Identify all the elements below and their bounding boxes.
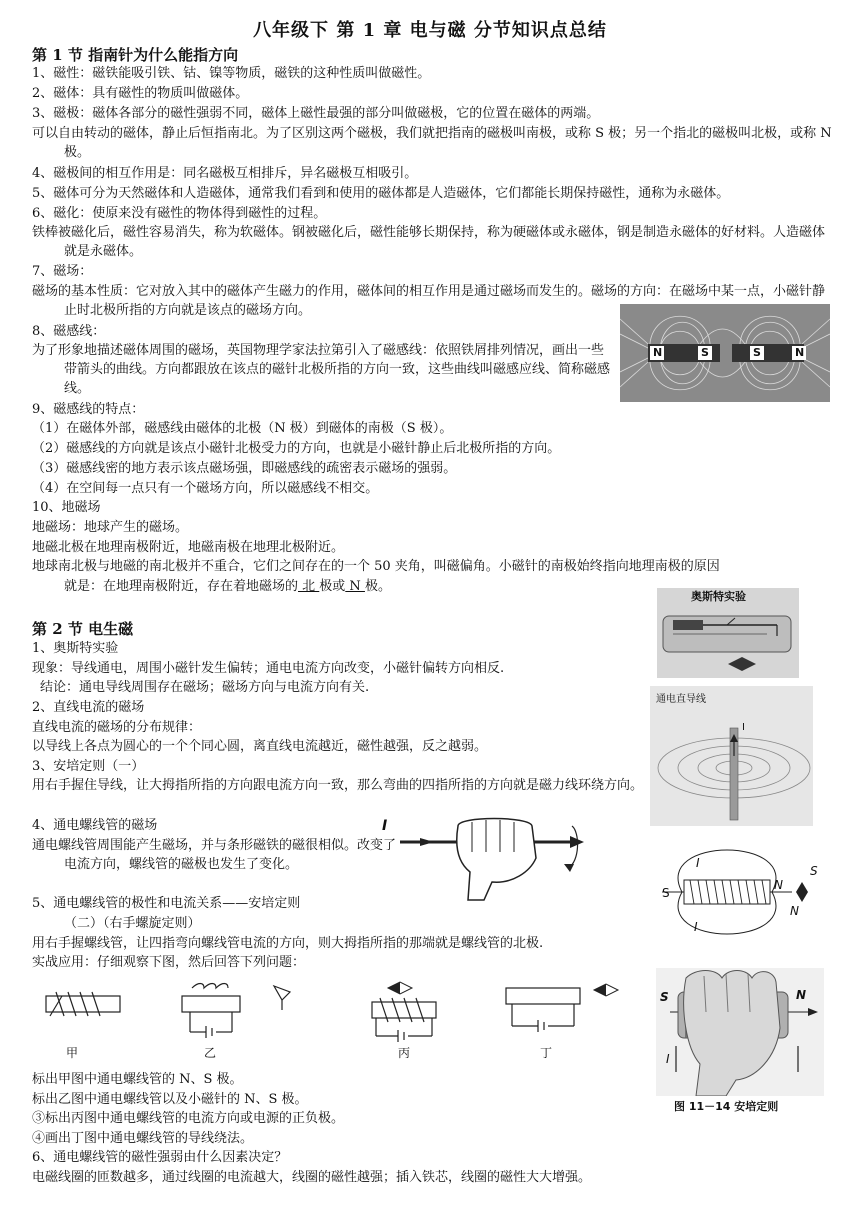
s2-line-2: 2、直线电流的磁场 xyxy=(32,700,145,715)
s1-line-10d xyxy=(64,577,391,596)
compass-label-N: N xyxy=(790,904,799,918)
s2-line-2a: 直线电流的磁场的分布规律： xyxy=(32,720,202,735)
section-1-heading: 第 1 节 指南针为什么能指方向 xyxy=(32,46,239,64)
s2-line-5c: 用右手握螺线管，让四指弯向螺线管电流的方向，则大拇指所指的那端就是螺线管的北极. xyxy=(32,936,544,951)
solenoid-label-N: N xyxy=(774,878,783,892)
s1-line-10d-mid: 极或 xyxy=(319,579,346,594)
s1-line-10a: 地磁场：地球产生的磁场。 xyxy=(32,520,189,535)
s2-line-5d: 实战应用：仔细观察下图，然后回答下列问题： xyxy=(32,955,306,970)
question-3: ③标出丙图中通电螺线管的电流方向或电源的正负极。 xyxy=(32,1111,345,1126)
s2-line-4: 4、通电螺线管的磁场 xyxy=(32,818,158,833)
s2-line-3a: 用右手握住导线，让大拇指所指的方向跟电流方向一致，那么弯曲的四指所指的方向就是磁力线环绕方向。 xyxy=(32,778,644,793)
question-1: 标出甲图中通电螺线管的 N、S 极。 xyxy=(32,1072,243,1087)
s2-line-1: 1、奥斯特实验 xyxy=(32,641,119,656)
s2-line-6a: 电磁线圈的匝数越多，通过线圈的电流越大，线圈的磁性越强；插入铁芯，线圈的磁性大大增强。 xyxy=(32,1170,592,1185)
s1-line-8: 8、磁感线： xyxy=(32,324,106,339)
magnet-label-4: N xyxy=(795,346,805,359)
magnet-label-2: S xyxy=(701,346,709,359)
s1-line-9b: （2）磁感线的方向就是该点小磁针北极受力的方向，也就是小磁针静止后北极所指的方向。 xyxy=(32,441,561,456)
hand2-label-I: I xyxy=(666,1052,670,1066)
s2-line-5: 5、通电螺线管的极性和电流关系——安培定则 xyxy=(32,896,301,911)
s1-line-6: 6、磁化：使原来没有磁性的物体得到磁性的过程。 xyxy=(32,206,327,221)
oersted-title: 奥斯特实验 xyxy=(691,590,746,603)
solenoid-label-I-bottom: I xyxy=(694,920,698,934)
figure-label-yi: 乙 xyxy=(204,1046,217,1060)
straight-wire-current-label: I xyxy=(742,722,745,733)
page-title: 八年级下 第 1 章 电与磁 分节知识点总结 xyxy=(253,20,607,41)
s1-line-5: 5、磁体可分为天然磁体和人造磁体，通常我们看到和使用的磁体都是人造磁体，它们都能长期保持磁性，通称为永磁体。 xyxy=(32,186,730,201)
s1-line-6b: 铁棒被磁化后，磁性容易消失，称为软磁体。钢被磁化后，磁性能够长期保持，称为硬磁体或永磁体，钢是制造永磁体的好材料。人造磁体就是永磁体。 xyxy=(32,225,826,259)
question-4: ④画出丁图中通电螺线管的导线绕法。 xyxy=(32,1131,254,1146)
s1-line-3: 3、磁极：磁体各部分的磁性强弱不同，磁体上磁性最强的部分叫做磁极，它的位置在磁体的两端。 xyxy=(32,106,600,121)
hand-wire-current-label: I xyxy=(382,818,388,834)
s1-line-9c: （3）磁感线密的地方表示该点磁场强，即磁感线的疏密表示磁场的强弱。 xyxy=(32,461,457,476)
s2-line-2b: 以导线上各点为圆心的一个个同心圆，离直线电流越近，磁性越强，反之越弱。 xyxy=(32,739,488,754)
solenoid-label-I-top: I xyxy=(696,856,700,870)
blank-answer-1: 北 xyxy=(298,579,320,594)
straight-wire-field-image xyxy=(650,686,813,826)
magnet-field-image xyxy=(620,304,830,402)
magnet-label-3: S xyxy=(753,346,761,359)
s2-line-1a: 现象：导线通电，周围小磁针发生偏转；通电电流方向改变，小磁针偏转方向相反. xyxy=(32,661,505,676)
figure-label-ding: 丁 xyxy=(540,1046,553,1060)
right-hand-wire-image xyxy=(380,812,588,902)
s1-line-1: 1、磁性：磁铁能吸引铁、钴、镍等物质，磁铁的这种性质叫做磁性。 xyxy=(32,66,431,81)
compass-label-S: S xyxy=(810,864,818,878)
s1-line-10d-pre: 就是：在地理南极附近，存在着地磁场的 xyxy=(64,579,299,594)
ampere-rule-hand-image xyxy=(656,968,824,1114)
s2-line-4a: 通电螺线管周围能产生磁场，并与条形磁铁的磁很相似。改变了电流方向，螺线管的磁极也发生了变化。 xyxy=(32,838,397,872)
s1-line-10b: 地磁北极在地理南极附近，地磁南极在地理北极附近。 xyxy=(32,540,345,555)
figure-label-jia: 甲 xyxy=(66,1046,79,1060)
s2-line-6: 6、通电螺线管的磁性强弱由什么因素决定？ xyxy=(32,1150,288,1165)
s1-line-2: 2、磁体：具有磁性的物质叫做磁体。 xyxy=(32,86,249,101)
figure-caption: 图 11－14 安培定则 xyxy=(674,1100,779,1113)
s1-line-7: 7、磁场： xyxy=(32,264,93,279)
hand2-label-N: N xyxy=(796,988,807,1002)
question-2: 标出乙图中通电螺线管以及小磁针的 N、S 极。 xyxy=(32,1092,308,1107)
s1-line-3b: 可以自由转动的磁体，静止后恒指南北。为了区别这两个磁极，我们就把指南的磁极叫南极，或称 S 极；另一个指北的磁极叫北极，或称 N 极。 xyxy=(32,126,832,160)
s1-line-10: 10、地磁场 xyxy=(32,500,101,515)
s1-line-9a: （1）在磁体外部，磁感线由磁体的北极（N 极）到磁体的南极（S 极）。 xyxy=(32,421,453,436)
s2-line-1b: 结论：通电导线周围存在磁场；磁场方向与电流方向有关. xyxy=(40,680,370,695)
s1-line-8b: 为了形象地描述磁体周围的磁场，英国物理学家法拉第引入了磁感线：依照铁屑排列情况，画出一些带箭头的曲线。方向都跟放在该点的磁针北极所指的方向一致，这些曲线叫磁感应线、简称磁感线。 xyxy=(32,343,611,396)
straight-wire-title: 通电直导线 xyxy=(656,694,706,705)
s1-line-9: 9、磁感线的特点： xyxy=(32,402,145,417)
s2-line-5b: （二）（右手螺旋定则） xyxy=(64,916,201,931)
blank-answer-2: N xyxy=(345,579,365,594)
figure-label-bing: 丙 xyxy=(398,1046,411,1060)
s1-line-10c: 地球南北极与地磁的南北极并不重合，它们之间存在的一个 50 夹角，叫磁偏角。小磁针的南极始终指向地理南极的原因 xyxy=(32,559,720,574)
exercise-figures xyxy=(42,978,642,1064)
oersted-experiment-image xyxy=(657,588,799,678)
s1-line-9d: （4）在空间每一点只有一个磁场方向，所以磁感线不相交。 xyxy=(32,481,379,496)
s2-line-3: 3、安培定则（一） xyxy=(32,759,145,774)
hand2-label-S: S xyxy=(660,990,669,1004)
magnet-label-1: N xyxy=(653,346,663,359)
s1-line-10d-post: 极。 xyxy=(364,579,391,594)
section-2-heading: 第 2 节 电生磁 xyxy=(32,620,134,638)
solenoid-field-image xyxy=(652,836,830,948)
s1-line-7b: 磁场的基本性质：它对放入其中的磁体产生磁力的作用，磁体间的相互作用是通过磁场而发生的。磁场的方向：在磁场中某一点，小磁针静止时北极所指的方向就是该点的磁场方向。 xyxy=(32,284,826,318)
s1-line-4: 4、磁极间的相互作用是：同名磁极互相排斥，异名磁极互相吸引。 xyxy=(32,166,418,181)
solenoid-label-S: S xyxy=(662,886,670,900)
